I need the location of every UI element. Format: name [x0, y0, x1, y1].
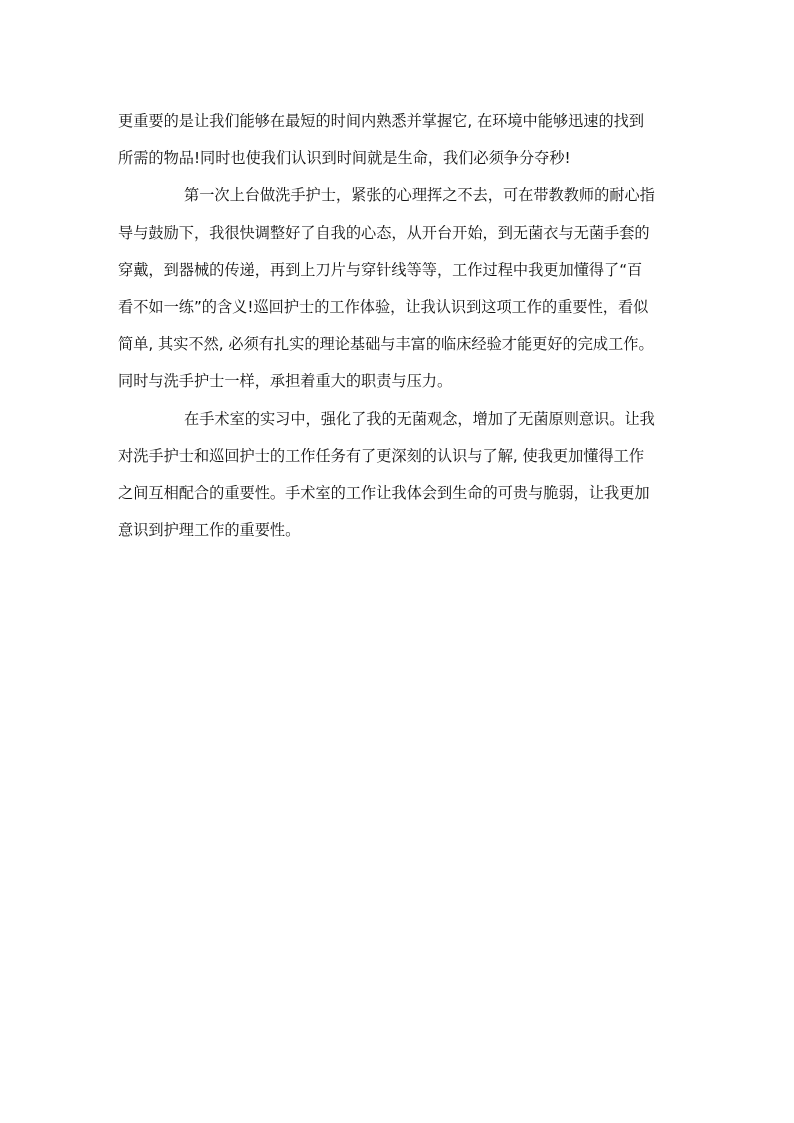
text-line: 意识到护理工作的重要性。	[118, 521, 301, 540]
text-line: 之间互相配合的重要性。手术室的工作让我体会到生命的可贵与脆弱，让我更加	[118, 483, 650, 502]
text-line: 看不如一练”的含义!巡回护士的工作体验，让我认识到这项工作的重要性，看似	[118, 297, 649, 316]
paragraph-start-line: 在手术室的实习中，强化了我的无菌观念，增加了无菌原则意识。让我	[184, 409, 655, 428]
text-line: 对洗手护士和巡回护士的工作任务有了更深刻的认识与了解, 使我更加懂得工作	[118, 446, 645, 465]
text-line: 更重要的是让我们能够在最短的时间内熟悉并掌握它, 在环境中能够迅速的找到	[118, 112, 645, 130]
text-line: 同时与洗手护士一样，承担着重大的职责与压力。	[118, 372, 453, 391]
text-line: 所需的物品!同时也使我们认识到时间就是生命，我们必须争分夺秒!	[118, 149, 571, 168]
text-line: 穿戴，到器械的传递，再到上刀片与穿针线等等，工作过程中我更加懂得了“百	[118, 260, 643, 279]
text-line: 导与鼓励下，我很快调整好了自我的心态，从开台开始，到无菌衣与无菌手套的	[118, 223, 650, 242]
text-line: 简单, 其实不然, 必须有扎实的理论基础与丰富的临床经验才能更好的完成工作。	[118, 335, 654, 354]
document-body	[118, 103, 682, 549]
paragraph-start-line: 第一次上台做洗手护士，紧张的心理挥之不去，可在带教教师的耐心指	[184, 186, 655, 205]
